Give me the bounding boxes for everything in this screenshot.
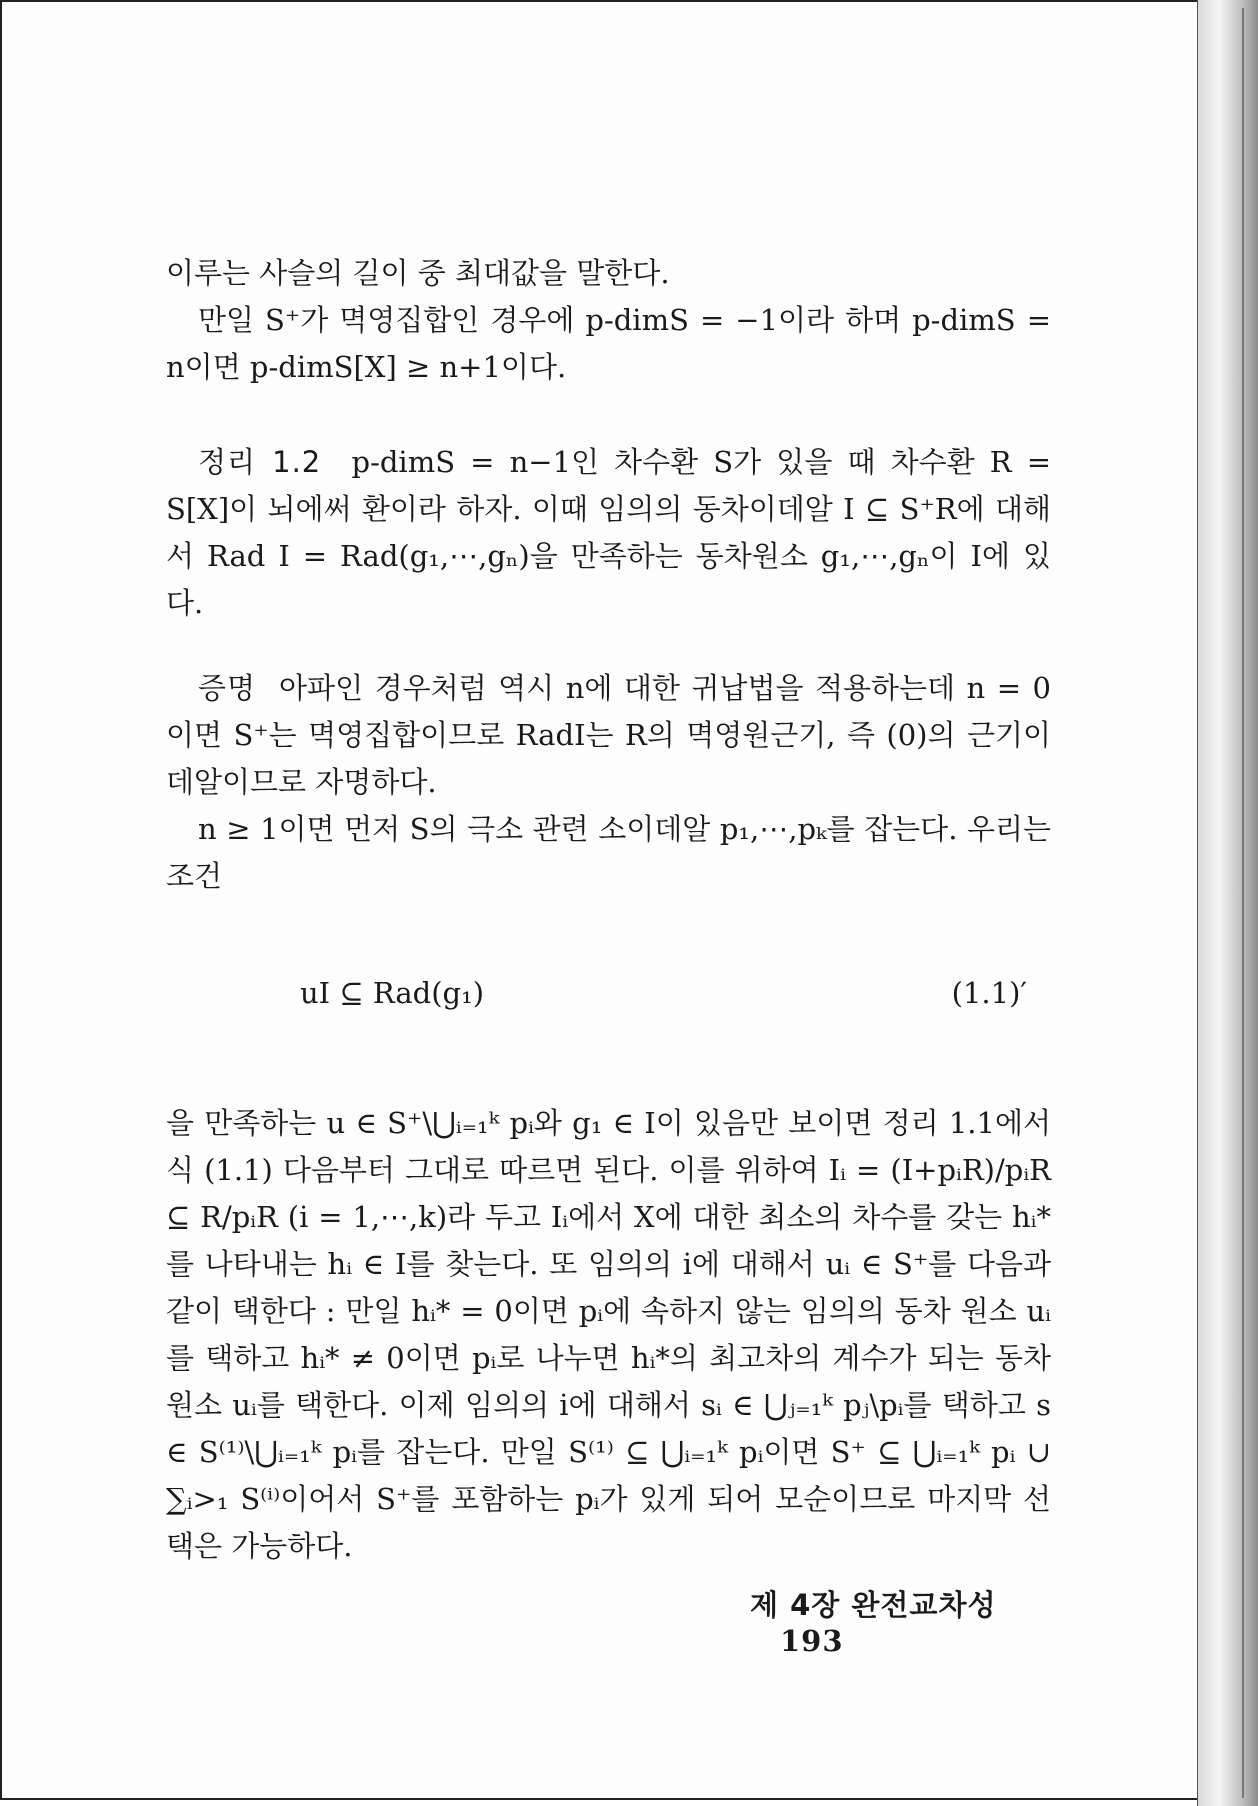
theorem-label: 정리 1.2 xyxy=(198,445,322,479)
paragraph-intro: 이루는 사슬의 길이 중 최대값을 말한다. xyxy=(166,256,670,290)
proof-block xyxy=(166,665,1051,806)
proof-text: 아파인 경우처럼 역시 n에 대한 귀납법을 적용하는데 n = 0이면 S⁺는 멱영집합이므로 RadI는 R의 멱영원근기, 즉 (0)의 근기이데알이므로 자명하다. xyxy=(166,671,1051,799)
footer-page-number: 193 xyxy=(780,1624,844,1658)
page-footer xyxy=(750,1583,1050,1658)
paragraph-nilpotent: 만일 S⁺가 멱영집합인 경우에 p-dimS = −1이라 하며 p-dimS = n이면 p-dimS[X] ≥ n+1이다. xyxy=(166,303,1051,384)
page-edge xyxy=(1197,0,1258,1806)
page-body xyxy=(166,250,1051,1570)
theorem-block xyxy=(166,439,1051,627)
page-edge-line xyxy=(1242,8,1244,1798)
footer-chapter: 제 4장 완전교차성 xyxy=(750,1588,997,1622)
equation-number: (1.1)′ xyxy=(951,976,1027,1010)
paragraph-construction: 을 만족하는 u ∈ S⁺\⋃ᵢ₌₁ᵏ pᵢ와 g₁ ∈ I이 있음만 보이면 정리 1.1에서 식 (1.1) 다음부터 그대로 따르면 된다. 이를 위하여 Iᵢ = (I+pᵢR)/pᵢR ⊆ R/pᵢR (i = 1,⋯,k)라 두고 Iᵢ에서 X에 대한 최소의 차수를 갖는 hᵢ*를 나타내는 hᵢ ∈ I를 찾는다. 또 임의의 i에 대해서 uᵢ ∈ S⁺를 다음과 같이 택한다 : 만일 hᵢ* = 0이면 pᵢ에 속하지 않는 임의의 동차 원소 uᵢ를 택하고 hᵢ* ≠ 0이면 pᵢ로 나누면 hᵢ*의 최고차의 계수가 되는 동차 원소 uᵢ를 택한다. 이제 임의의 i에 대해서 sᵢ ∈ ⋃ⱼ₌₁ᵏ pⱼ\pᵢ를 택하고 s ∈ S⁽¹⁾\⋃ᵢ₌₁ᵏ pᵢ를 잡는다. 만일 S⁽¹⁾ ⊆ ⋃ᵢ₌₁ᵏ pᵢ이면 S⁺ ⊆ ⋃ᵢ₌₁ᵏ pᵢ ∪ ∑ᵢ>₁ S⁽ⁱ⁾이어서 S⁺를 포함하는 pᵢ가 있게 되어 모순이므로 마지막 선택은 가능하다. xyxy=(166,1106,1051,1563)
proof-label: 증명 xyxy=(198,671,257,705)
equation-body: uI ⊆ Rad(g₁) xyxy=(300,976,485,1010)
paragraph-induction: n ≥ 1이면 먼저 S의 극소 관련 소이데알 p₁,⋯,pₖ를 잡는다. 우리는 조건 xyxy=(166,812,1051,893)
theorem-text: p-dimS = n−1인 차수환 S가 있을 때 차수환 R = S[X]이 뇌에써 환이라 하자. 이때 임의의 동차이데알 I ⊆ S⁺R에 대해서 Rad I = Rad(g₁,⋯,gₙ)을 만족하는 동차원소 g₁,⋯,gₙ이 I에 있다. xyxy=(166,445,1051,620)
equation-1-1-prime xyxy=(166,970,1051,1030)
